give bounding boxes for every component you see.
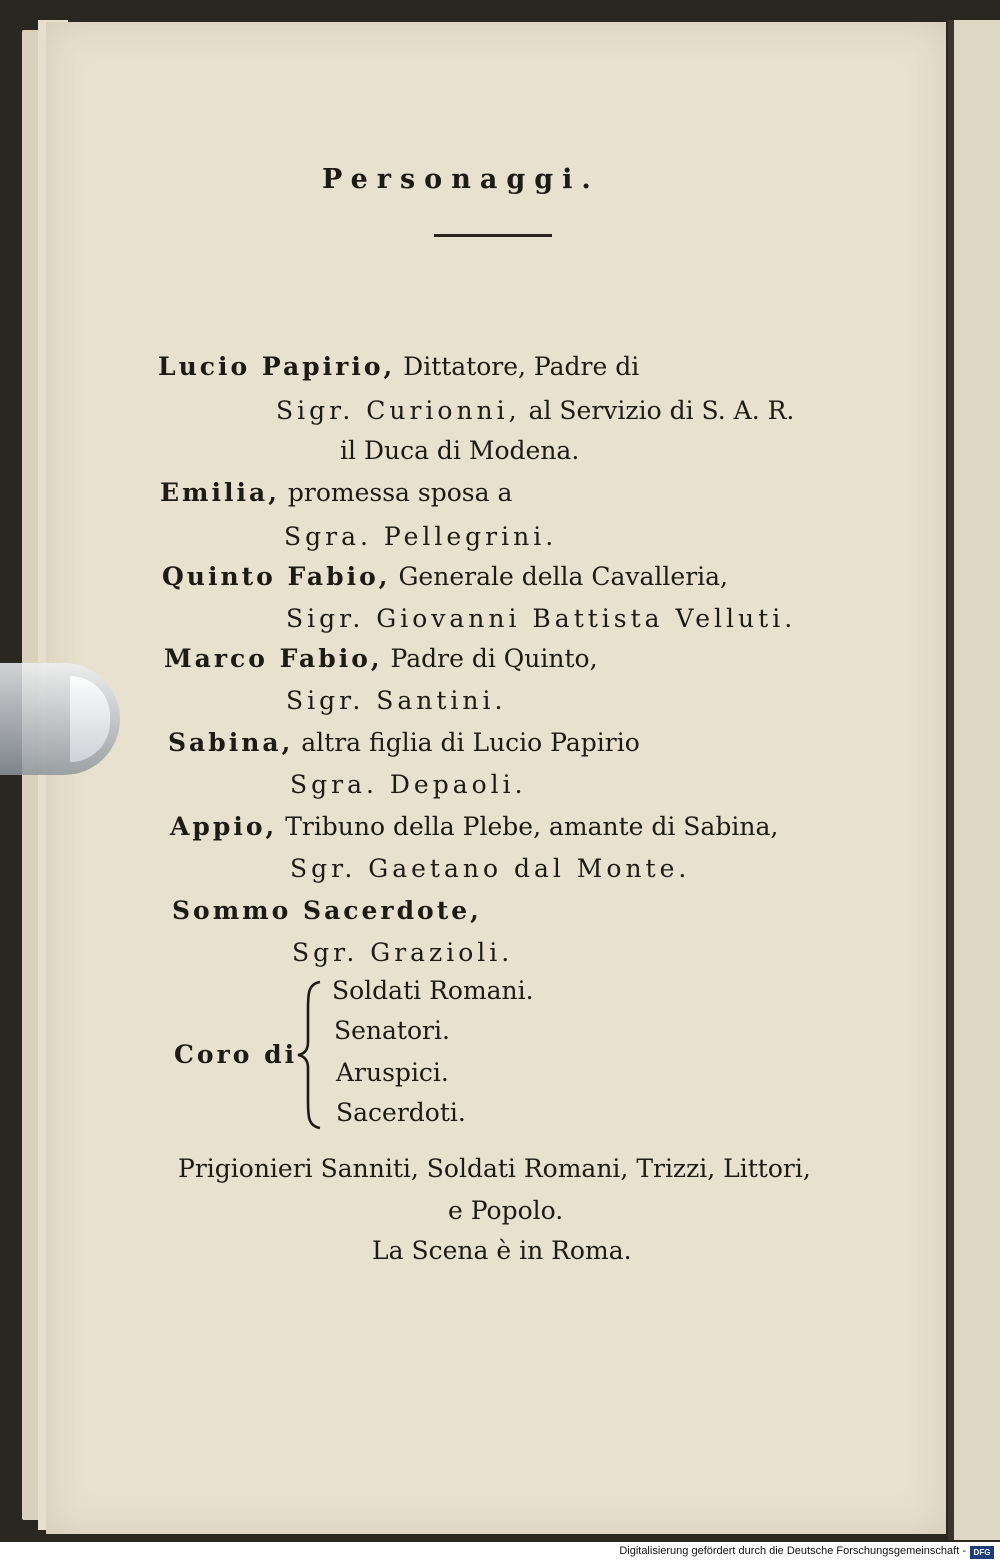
cast-singer-emilia: Sgra. Pellegrini. <box>284 522 558 551</box>
chorus-item: Senatori. <box>334 1016 450 1045</box>
role-desc: Tribuno della Plebe, amante di Sabina, <box>285 812 779 841</box>
cast-entry-sabina <box>168 728 640 757</box>
cast-entry-appio <box>170 812 778 841</box>
role-name: Appio, <box>170 812 278 841</box>
singer-name: Sigr. Curionni, <box>276 396 521 425</box>
footer-credit: Digitalisierung gefördert durch die Deutsche Forschungsgemeinschaft - <box>619 1545 966 1557</box>
cast-entry-lucio <box>158 352 639 381</box>
chorus-item: Sacerdoti. <box>336 1098 466 1127</box>
extras-line-1: Prigionieri Sanniti, Soldati Romani, Trizzi, Littori, <box>178 1154 811 1183</box>
cast-singer-marco: Sigr. Santini. <box>286 686 507 715</box>
chorus-item: Soldati Romani. <box>332 976 534 1005</box>
role-desc: promessa sposa a <box>287 478 513 507</box>
role-desc: Dittatore, Padre di <box>403 352 640 381</box>
facing-page-edge <box>948 20 1000 1540</box>
curly-brace-icon <box>296 980 324 1130</box>
chorus-item: Aruspici. <box>336 1058 449 1087</box>
role-name: Sommo Sacerdote, <box>172 896 482 925</box>
role-name: Sabina, <box>168 728 294 757</box>
cast-entry-quinto <box>162 562 728 591</box>
page-title: Personaggi. <box>322 164 600 195</box>
role-name: Quinto Fabio, <box>162 562 391 591</box>
role-desc: Generale della Cavalleria, <box>398 562 728 591</box>
extras-line-2: e Popolo. <box>448 1196 564 1225</box>
role-desc: Padre di Quinto, <box>390 644 598 673</box>
singer-note: al Servizio di S. A. R. <box>528 396 795 425</box>
scene-line: La Scena è in Roma. <box>372 1236 632 1265</box>
cast-singer-sacerdote: Sgr. Grazioli. <box>292 938 514 967</box>
role-name: Emilia, <box>160 478 280 507</box>
chorus-label: Coro di <box>174 1040 298 1069</box>
cast-singer-appio: Sgr. Gaetano dal Monte. <box>290 854 691 883</box>
role-desc: altra figlia di Lucio Papirio <box>301 728 640 757</box>
cast-singer-sabina: Sgra. Depaoli. <box>290 770 527 799</box>
cast-singer-quinto: Sigr. Giovanni Battista Velluti. <box>286 604 797 633</box>
dfg-logo: DFG <box>970 1546 994 1559</box>
role-name: Marco Fabio, <box>164 644 383 673</box>
title-rule <box>434 234 552 237</box>
cast-entry-emilia <box>160 478 512 507</box>
cast-entry-sacerdote <box>172 896 482 925</box>
role-name: Lucio Papirio, <box>158 352 396 381</box>
cast-entry-marco <box>164 644 598 673</box>
cast-extra-lucio: il Duca di Modena. <box>340 436 580 465</box>
cast-singer-lucio <box>276 396 794 425</box>
